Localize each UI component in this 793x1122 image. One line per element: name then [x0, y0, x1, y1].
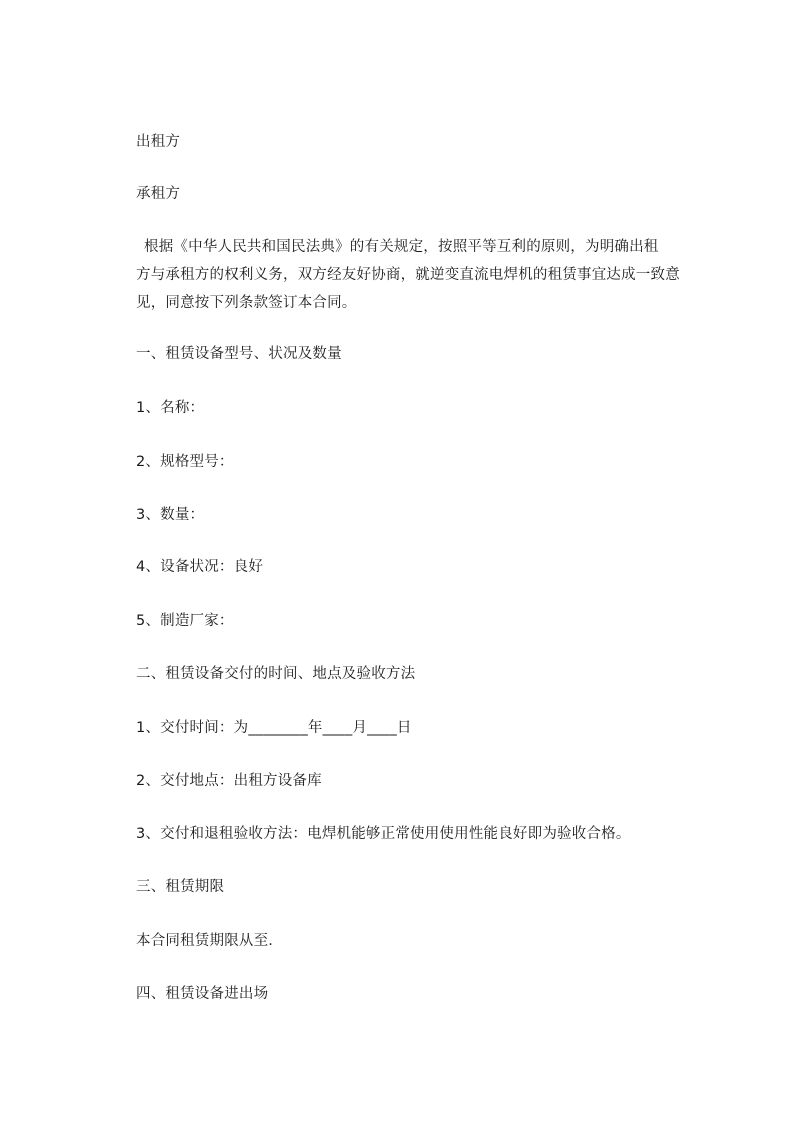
section2-heading: 二、租赁设备交付的时间、地点及验收方法 [136, 666, 416, 682]
section3-body: 本合同租赁期限从至. [136, 933, 274, 949]
section1-item-quantity: 3、数量： [136, 507, 205, 523]
section2-item-place: 2、交付地点：出租方设备库 [136, 773, 322, 789]
section3-heading: 三、租赁期限 [136, 879, 225, 895]
section1-item-condition: 4、设备状况：良好 [136, 559, 264, 575]
lessee-label: 承租方 [136, 186, 181, 202]
intro-line-2: 方与承租方的权利义务，双方经友好协商，就逆变直流电焊机的租赁事宜达成一致意 [136, 267, 680, 283]
section1-item-manufacturer: 5、制造厂家： [136, 613, 234, 629]
section1-heading: 一、租赁设备型号、状况及数量 [136, 346, 342, 362]
section2-item-time: 1、交付时间：为________年____月____日 [136, 720, 412, 736]
intro-line-1: 根据《中华人民共和国民法典》的有关规定，按照平等互利的原则，为明确出租 [144, 239, 659, 255]
section1-item-name: 1、名称： [136, 400, 205, 416]
intro-paragraph [136, 233, 716, 317]
lessor-label: 出租方 [136, 134, 181, 150]
intro-line-3: 见，同意按下列条款签订本合同。 [136, 295, 357, 311]
section2-item-acceptance: 3、交付和退租验收方法：电焊机能够正常使用使用性能良好即为验收合格。 [136, 826, 631, 842]
section4-heading: 四、租赁设备进出场 [136, 986, 269, 1002]
section1-item-model: 2、规格型号： [136, 454, 234, 470]
